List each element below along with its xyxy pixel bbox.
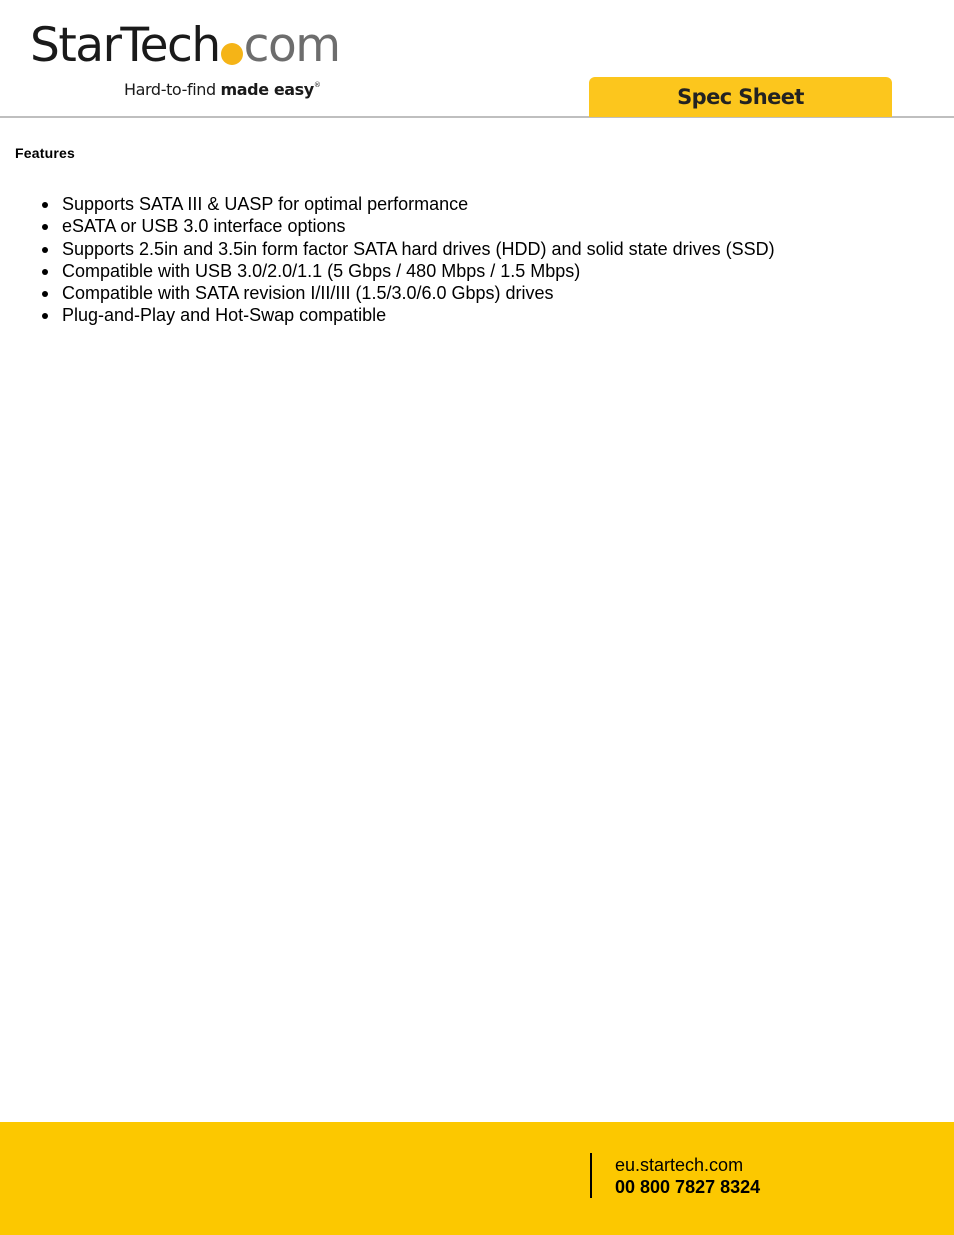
bullet-icon: [42, 313, 48, 319]
feature-item: [40, 215, 920, 237]
header: [0, 0, 954, 118]
startech-logo[interactable]: [30, 18, 340, 108]
feature-text: eSATA or USB 3.0 interface options: [62, 216, 346, 237]
bullet-icon: [42, 247, 48, 253]
bullet-icon: [42, 224, 48, 230]
footer: [0, 1122, 954, 1235]
tagline-regular: Hard-to-find: [124, 80, 221, 99]
bullet-icon: [42, 202, 48, 208]
feature-text: Compatible with SATA revision I/II/III (1.5/3.0/6.0 Gbps) drives: [62, 283, 554, 304]
feature-item: [40, 193, 920, 215]
feature-text: Plug-and-Play and Hot-Swap compatible: [62, 305, 387, 326]
feature-text: Supports 2.5in and 3.5in form factor SATA hard drives (HDD) and solid state drives (SSD): [62, 238, 775, 259]
features-heading: Features: [15, 145, 75, 161]
logo-dot-icon: [221, 43, 243, 65]
feature-item: [40, 260, 920, 282]
logo-tagline: [124, 80, 320, 99]
logo-wordmark-main: StarTech: [30, 18, 220, 73]
tagline-bold: made easy: [220, 80, 314, 99]
logo-wordmark: [30, 18, 340, 74]
registered-mark: ®: [313, 81, 321, 89]
logo-wordmark-suffix: com: [243, 18, 340, 73]
features-list: [40, 193, 920, 327]
spec-sheet-tab: [589, 77, 892, 117]
feature-item: [40, 282, 920, 304]
bullet-icon: [42, 291, 48, 297]
feature-item: [40, 304, 920, 326]
feature-text: Supports SATA III & UASP for optimal performance: [62, 194, 469, 214]
footer-website-link[interactable]: eu.startech.com: [615, 1155, 744, 1175]
footer-phone-number[interactable]: 00 800 7827 8324: [615, 1177, 761, 1197]
spec-sheet-tab-label: Spec Sheet: [677, 85, 804, 109]
footer-divider: [590, 1153, 592, 1198]
bullet-icon: [42, 269, 48, 275]
feature-item: [40, 238, 920, 260]
feature-text: Compatible with USB 3.0/2.0/1.1 (5 Gbps / 480 Mbps / 1.5 Mbps): [62, 260, 581, 281]
